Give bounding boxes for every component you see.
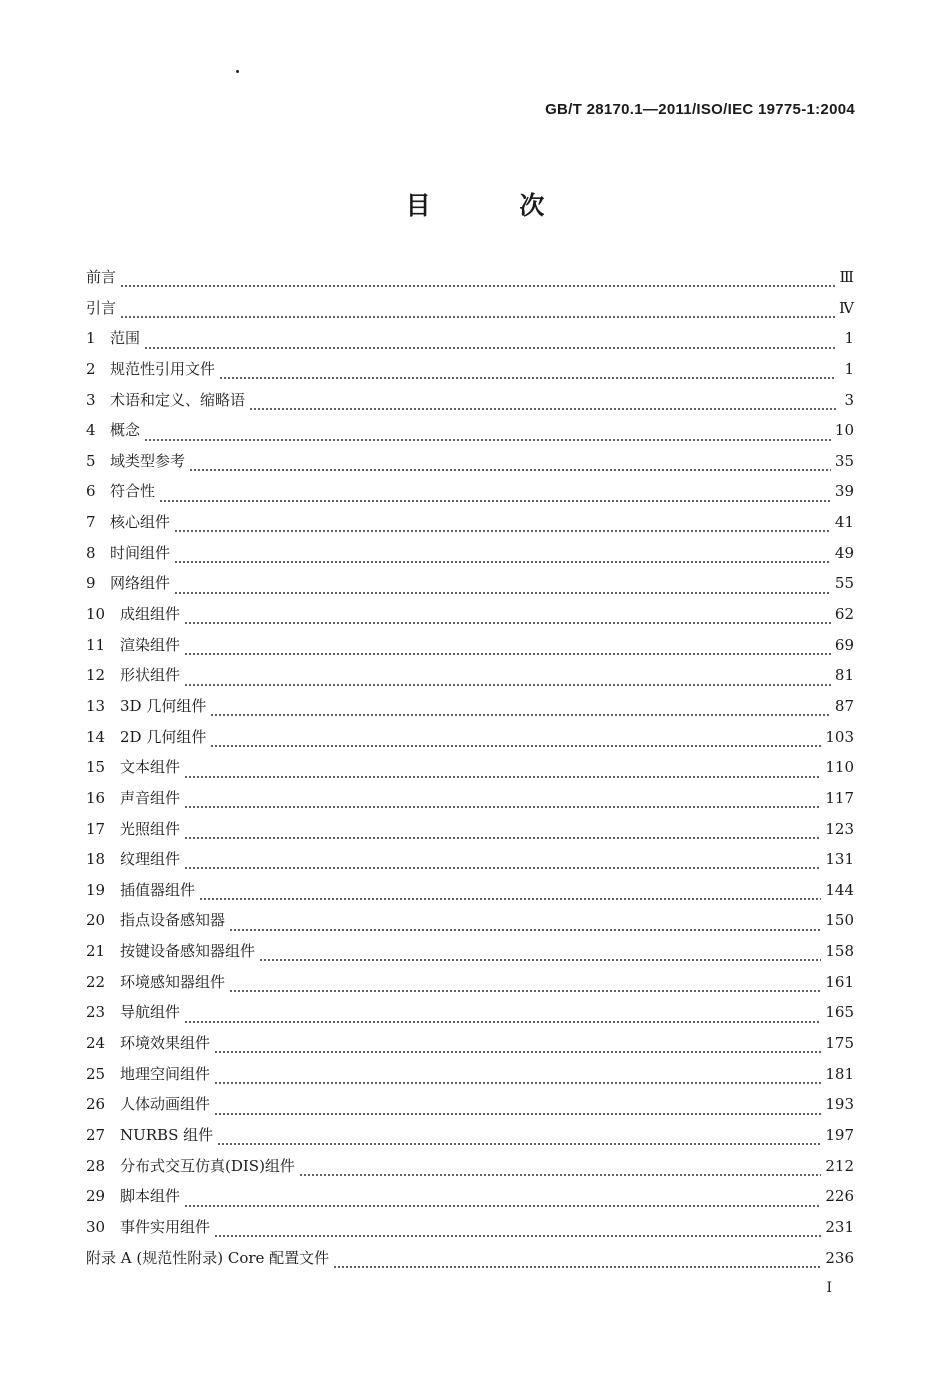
toc-entry-page: 39 bbox=[834, 482, 854, 501]
dot-leader bbox=[333, 1266, 821, 1268]
dot-leader bbox=[144, 439, 831, 441]
dot-leader bbox=[214, 1082, 821, 1084]
toc-entry-label: 渲染组件 bbox=[120, 635, 181, 654]
toc-entry[interactable] bbox=[86, 389, 854, 420]
toc-entry-label: 域类型参考 bbox=[110, 451, 186, 470]
toc-entry-number: 28 bbox=[86, 1156, 106, 1175]
toc-entry-label: 人体动画组件 bbox=[120, 1095, 211, 1114]
toc-entry-label: 地理空间组件 bbox=[120, 1064, 211, 1083]
toc-entry-page: 87 bbox=[834, 696, 854, 715]
toc-entry-number: 7 bbox=[86, 513, 96, 532]
toc-entry-page: 226 bbox=[825, 1187, 854, 1206]
toc-entry[interactable] bbox=[86, 1124, 854, 1155]
table-of-contents bbox=[86, 266, 854, 1277]
toc-entry-label: 网络组件 bbox=[110, 574, 171, 593]
scan-speck bbox=[236, 70, 239, 73]
toc-entry-number: 17 bbox=[86, 819, 106, 838]
toc-entry-page: 103 bbox=[825, 727, 854, 746]
toc-entry-number: 13 bbox=[86, 696, 106, 715]
toc-entry[interactable] bbox=[86, 266, 854, 297]
dot-leader bbox=[189, 469, 831, 471]
toc-entry[interactable] bbox=[86, 1001, 854, 1032]
toc-entry[interactable] bbox=[86, 358, 854, 389]
toc-entry[interactable] bbox=[86, 297, 854, 328]
toc-entry-page: 193 bbox=[825, 1095, 854, 1114]
toc-entry-page: 1 bbox=[844, 359, 854, 378]
dot-leader bbox=[184, 806, 821, 808]
toc-entry-number: 9 bbox=[86, 574, 96, 593]
toc-entry-page: 41 bbox=[834, 513, 854, 532]
toc-entry-label: 术语和定义、缩略语 bbox=[110, 390, 246, 409]
toc-entry[interactable] bbox=[86, 1032, 854, 1063]
toc-entry-label: 环境感知器组件 bbox=[120, 972, 226, 991]
toc-entry-number: 25 bbox=[86, 1064, 106, 1083]
toc-entry-page: 236 bbox=[825, 1248, 854, 1267]
toc-entry-page: 161 bbox=[825, 972, 854, 991]
toc-entry-page: 181 bbox=[825, 1064, 854, 1083]
toc-entry-page: 197 bbox=[825, 1125, 854, 1144]
toc-entry-page: 150 bbox=[825, 911, 854, 930]
toc-entry-label: 纹理组件 bbox=[120, 850, 181, 869]
page-title: 目 次 bbox=[405, 191, 585, 220]
toc-entry-label: 成组组件 bbox=[120, 605, 181, 624]
dot-leader bbox=[299, 1174, 821, 1176]
dot-leader bbox=[184, 653, 831, 655]
toc-entry-label: 范围 bbox=[110, 329, 141, 348]
toc-entry[interactable] bbox=[86, 1093, 854, 1124]
dot-leader bbox=[184, 776, 821, 778]
toc-entry[interactable] bbox=[86, 695, 854, 726]
dot-leader bbox=[229, 929, 821, 931]
toc-entry-number: 5 bbox=[86, 451, 96, 470]
toc-entry-number: 6 bbox=[86, 482, 96, 501]
toc-entry-label: 导航组件 bbox=[120, 1003, 181, 1022]
toc-entry-number: 15 bbox=[86, 758, 106, 777]
dot-leader bbox=[219, 377, 836, 379]
toc-entry[interactable] bbox=[86, 1185, 854, 1216]
dot-leader bbox=[210, 745, 821, 747]
toc-entry-label: 插值器组件 bbox=[120, 880, 196, 899]
toc-entry-label: 核心组件 bbox=[110, 513, 171, 532]
toc-entry[interactable] bbox=[86, 726, 854, 757]
toc-entry-label: 环境效果组件 bbox=[120, 1034, 211, 1053]
dot-leader bbox=[259, 959, 821, 961]
toc-entry[interactable] bbox=[86, 480, 854, 511]
dot-leader bbox=[184, 1205, 821, 1207]
dot-leader bbox=[214, 1051, 821, 1053]
toc-entry-label: 形状组件 bbox=[120, 666, 181, 685]
toc-entry-number: 2 bbox=[86, 359, 96, 378]
toc-entry-label: 光照组件 bbox=[120, 819, 181, 838]
toc-entry-number: 4 bbox=[86, 421, 96, 440]
toc-entry-page: Ⅳ bbox=[839, 298, 854, 317]
toc-entry-number: 23 bbox=[86, 1003, 106, 1022]
toc-entry[interactable] bbox=[86, 572, 854, 603]
dot-leader bbox=[199, 898, 821, 900]
toc-entry-page: 49 bbox=[834, 543, 854, 562]
toc-entry-label: 附录 A (规范性附录) Core 配置文件 bbox=[86, 1248, 330, 1267]
toc-entry[interactable] bbox=[86, 1063, 854, 1094]
toc-entry-label: NURBS 组件 bbox=[120, 1125, 214, 1144]
toc-entry-page: 165 bbox=[825, 1003, 854, 1022]
toc-entry[interactable] bbox=[86, 634, 854, 665]
toc-entry-page: 158 bbox=[825, 942, 854, 961]
toc-entry-number: 14 bbox=[86, 727, 106, 746]
toc-entry-page: 231 bbox=[825, 1217, 854, 1236]
dot-leader bbox=[184, 837, 821, 839]
toc-entry-page: 69 bbox=[834, 635, 854, 654]
dot-leader bbox=[174, 561, 831, 563]
toc-entry-number: 10 bbox=[86, 605, 106, 624]
toc-entry-page: 3 bbox=[844, 390, 854, 409]
toc-entry[interactable] bbox=[86, 818, 854, 849]
toc-entry-number: 19 bbox=[86, 880, 106, 899]
dot-leader bbox=[229, 990, 821, 992]
dot-leader bbox=[174, 592, 831, 594]
toc-entry-number: 11 bbox=[86, 635, 106, 654]
toc-entry-label: 概念 bbox=[110, 421, 141, 440]
toc-entry[interactable] bbox=[86, 909, 854, 940]
toc-entry-number: 3 bbox=[86, 390, 96, 409]
toc-entry-label: 前言 bbox=[86, 268, 117, 286]
toc-entry-page: 110 bbox=[825, 758, 854, 777]
toc-entry[interactable] bbox=[86, 1216, 854, 1247]
toc-entry[interactable] bbox=[86, 848, 854, 879]
toc-entry-label: 指点设备感知器 bbox=[120, 911, 226, 930]
toc-entry[interactable] bbox=[86, 1155, 854, 1186]
toc-entry[interactable] bbox=[86, 542, 854, 573]
toc-entry-page: 144 bbox=[825, 880, 854, 899]
dot-leader bbox=[184, 1021, 821, 1023]
toc-entry-number: 22 bbox=[86, 972, 106, 991]
toc-entry-page: 123 bbox=[825, 819, 854, 838]
toc-entry-page: 1 bbox=[844, 329, 854, 348]
dot-leader bbox=[174, 530, 831, 532]
dot-leader bbox=[249, 408, 836, 410]
toc-entry-page: 35 bbox=[834, 451, 854, 470]
toc-entry[interactable] bbox=[86, 511, 854, 542]
toc-entry-label: 时间组件 bbox=[110, 543, 171, 562]
dot-leader bbox=[184, 622, 831, 624]
toc-entry[interactable] bbox=[86, 879, 854, 910]
toc-entry-page: 55 bbox=[834, 574, 854, 593]
toc-entry[interactable] bbox=[86, 1247, 854, 1278]
toc-entry-number: 20 bbox=[86, 911, 106, 930]
toc-entry-page: 212 bbox=[825, 1156, 854, 1175]
toc-entry-number: 26 bbox=[86, 1095, 106, 1114]
toc-entry-number: 12 bbox=[86, 666, 106, 685]
toc-entry-label: 文本组件 bbox=[120, 758, 181, 777]
toc-entry[interactable] bbox=[86, 327, 854, 358]
toc-entry-number: 27 bbox=[86, 1125, 106, 1144]
page-number: I bbox=[826, 1280, 832, 1296]
toc-entry-label: 符合性 bbox=[110, 482, 156, 501]
standard-code-header: GB/T 28170.1—2011/ISO/IEC 19775-1:2004 bbox=[545, 101, 855, 118]
toc-entry-label: 事件实用组件 bbox=[120, 1217, 211, 1236]
toc-entry-label: 声音组件 bbox=[120, 788, 181, 807]
toc-entry-number: 30 bbox=[86, 1217, 106, 1236]
toc-entry-number: 8 bbox=[86, 543, 96, 562]
toc-entry-number: 24 bbox=[86, 1034, 106, 1053]
dot-leader bbox=[144, 347, 836, 349]
toc-entry[interactable] bbox=[86, 419, 854, 450]
toc-entry[interactable] bbox=[86, 971, 854, 1002]
dot-leader bbox=[120, 316, 835, 318]
toc-entry[interactable] bbox=[86, 664, 854, 695]
toc-entry[interactable] bbox=[86, 756, 854, 787]
dot-leader bbox=[159, 500, 831, 502]
dot-leader bbox=[184, 867, 821, 869]
toc-entry-number: 18 bbox=[86, 850, 106, 869]
dot-leader bbox=[120, 285, 836, 287]
toc-entry-label: 规范性引用文件 bbox=[110, 359, 216, 378]
toc-entry[interactable] bbox=[86, 450, 854, 481]
toc-entry-label: 脚本组件 bbox=[120, 1187, 181, 1206]
toc-entry-page: 10 bbox=[834, 421, 854, 440]
toc-entry-label: 3D 几何组件 bbox=[120, 696, 207, 715]
toc-entry-label: 分布式交互仿真(DIS)组件 bbox=[120, 1156, 295, 1175]
dot-leader bbox=[184, 684, 831, 686]
dot-leader bbox=[217, 1143, 821, 1145]
toc-entry-page: 131 bbox=[825, 850, 854, 869]
dot-leader bbox=[214, 1235, 821, 1237]
toc-entry-page: Ⅲ bbox=[839, 268, 854, 286]
toc-entry-label: 2D 几何组件 bbox=[120, 727, 207, 746]
toc-entry-number: 1 bbox=[86, 329, 96, 348]
toc-entry-label: 按键设备感知器组件 bbox=[120, 942, 256, 961]
dot-leader bbox=[214, 1113, 821, 1115]
toc-entry-label: 引言 bbox=[86, 298, 117, 317]
toc-entry-page: 117 bbox=[825, 788, 854, 807]
toc-entry[interactable] bbox=[86, 940, 854, 971]
toc-entry-number: 29 bbox=[86, 1187, 106, 1206]
toc-entry-page: 175 bbox=[825, 1034, 854, 1053]
toc-entry[interactable] bbox=[86, 603, 854, 634]
toc-entry-page: 62 bbox=[834, 605, 854, 624]
toc-entry-number: 21 bbox=[86, 942, 106, 961]
toc-entry-number: 16 bbox=[86, 788, 106, 807]
dot-leader bbox=[210, 714, 831, 716]
toc-entry-page: 81 bbox=[834, 666, 854, 685]
toc-entry[interactable] bbox=[86, 787, 854, 818]
